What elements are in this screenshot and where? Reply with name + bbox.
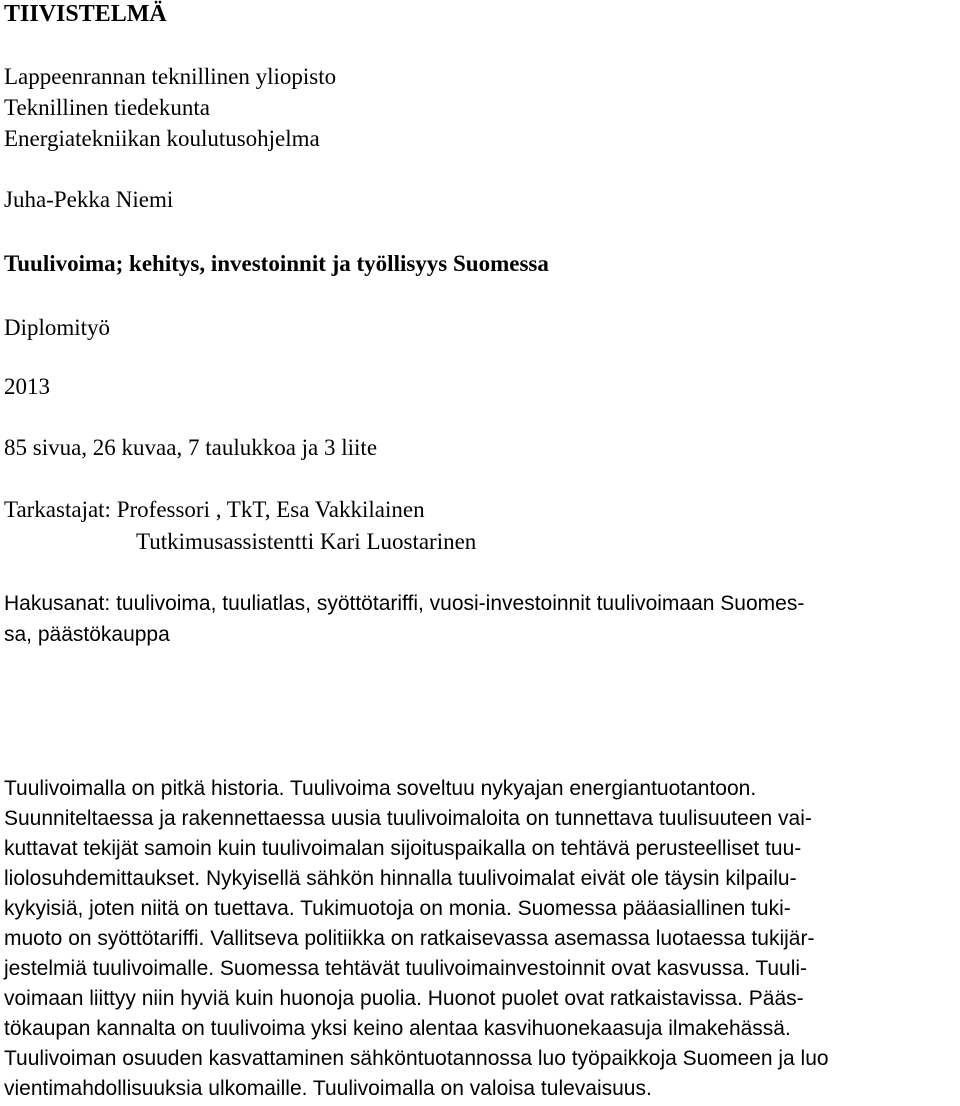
abstract-line: Tuulivoimalla on pitkä historia. Tuulivoima soveltuu nykyajan energiantuotantoon. (4, 777, 757, 800)
abstract-line: Tuulivoiman osuuden kasvattaminen sähköntuotannossa luo työpaikkoja Suomeen ja luo (4, 1047, 829, 1070)
thesis-year: 2013 (4, 374, 50, 399)
abstract-line: kykyisiä, joten niitä on tuettava. Tukimuotoja on monia. Suomessa pääasiallinen tuki- (4, 897, 791, 920)
examiner-primary: Professori , TkT, Esa Vakkilainen (116, 497, 425, 522)
thesis-title: Tuulivoima; kehitys, investoinnit ja työllisyys Suomessa (4, 251, 549, 276)
thesis-type: Diplomityö (4, 315, 111, 340)
faculty-name: Teknillinen tiedekunta (4, 95, 210, 120)
examiner-secondary: Tutkimusassistentti Kari Luostarinen (136, 529, 477, 554)
keywords-line-2: sa, päästökauppa (4, 623, 170, 646)
abstract-line: kuttavat tekijät samoin kuin tuulivoimalan sijoituspaikalla on tehtävä perusteelliset tuu- (4, 837, 802, 860)
abstract-line: tökaupan kannalta on tuulivoima yksi keino alentaa kasvihuonekaasuja ilmakehässä. (4, 1017, 791, 1040)
degree-programme: Energiatekniikan koulutusohjelma (4, 126, 320, 151)
abstract-body (4, 774, 960, 1104)
abstract-line: liolosuhdemittaukset. Nykyisellä sähkön hinnalla tuulivoimalat eivät ole täysin kilpailu- (4, 867, 797, 890)
page-title: TIIVISTELMÄ (4, 1, 167, 27)
examiners-label: Tarkastajat: (4, 497, 111, 522)
abstract-line: Suunniteltaessa ja rakennettaessa uusia tuulivoimaloita on tunnettava tuulisuuteen vai- (4, 807, 812, 830)
university-name: Lappeenrannan teknillinen yliopisto (4, 64, 337, 89)
keywords-line-1: Hakusanat: tuulivoima, tuuliatlas, syöttötariffi, vuosi-investoinnit tuulivoimaan Suomes- (4, 592, 805, 615)
abstract-line: muoto on syöttötariffi. Vallitseva politiikka on ratkaisevassa asemassa luotaessa tukijär- (4, 927, 815, 950)
abstract-line: jestelmiä tuulivoimalle. Suomessa tehtävät tuulivoimainvestoinnit ovat kasvussa. Tuuli- (4, 957, 808, 980)
abstract-line: vientimahdollisuuksia ulkomaille. Tuulivoimalla on valoisa tulevaisuus. (4, 1077, 652, 1100)
thesis-extent: 85 sivua, 26 kuvaa, 7 taulukkoa ja 3 liite (4, 435, 378, 460)
abstract-line: voimaan liittyy niin hyviä kuin huonoja puolia. Huonot puolet ovat ratkaistavissa. Pääs- (4, 987, 804, 1010)
examiners-line (4, 495, 425, 525)
author-name: Juha-Pekka Niemi (4, 187, 174, 212)
